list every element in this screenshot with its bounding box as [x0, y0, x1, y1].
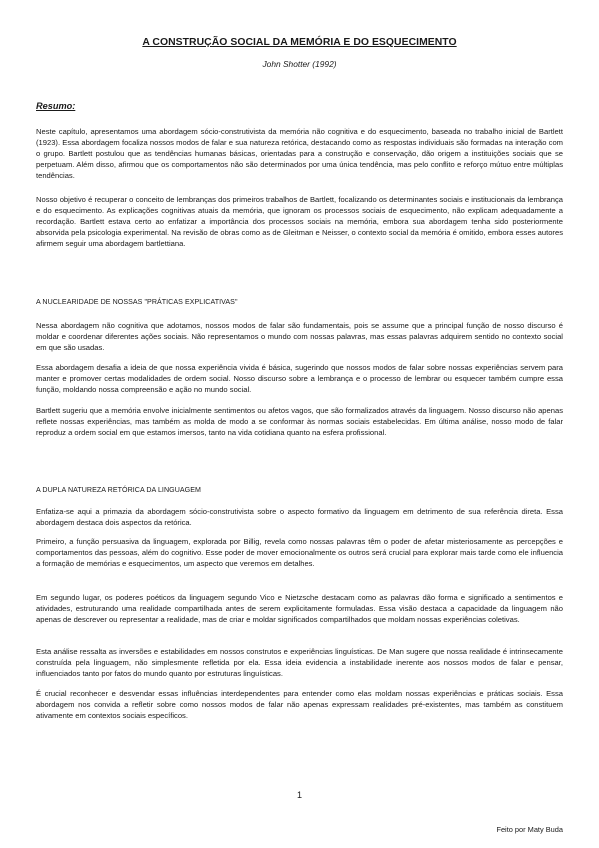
abstract-heading: Resumo:	[36, 101, 76, 111]
section-paragraph: Em segundo lugar, os poderes poéticos da linguagem segundo Vico e Nietzsche destacam como as palavras dão forma e significado a sentimentos e atividades, estruturando uma realidade compartilhada antes de serem explicitamente formuladas. Essa visão destaca a capacidade da linguagem não apenas de descrever ou representar a realidade, mas de criar e moldar significados compartilhados que moldam nossas experiências coletivas.	[36, 593, 563, 625]
abstract-paragraph: Neste capítulo, apresentamos uma abordagem sócio-construtivista da memória não cognitiva e do esquecimento, baseada no trabalho inicial de Bartlett (1923). Essa abordagem focaliza nossos modos de falar e sua natureza retórica, destacando como as respostas individuais são formadas na interação com o grupo. Bartlett postulou que as tendências humanas básicas, orientadas para a construção e conservação, dão origem a instituições sociais que se perpetuam. Além disso, afirmou que os comportamentos não são determinados por uma única tendência, mas pelo conflito e reforço mútuo entre múltiplas tendências.	[36, 127, 563, 181]
page-number: 1	[296, 790, 302, 800]
section-paragraph: Essa abordagem desafia a ideia de que nossa experiência vivida é básica, sugerindo que nossos modos de falar sobre nossas experiências servem para manter e promover certas modalidades de ordem social. Nosso discurso sobre a lembrança e o processo de lembrar ou esquecer também cumpre essa função, moldando nossa compreensão e ação no mundo social.	[36, 363, 563, 395]
document-author: John Shotter (1992)	[262, 59, 337, 69]
section-paragraph: Esta análise ressalta as inversões e estabilidades em nossos construtos e experiências linguísticas. De Man sugere que nossa realidade é intrinsecamente construída pela linguagem, não simplesmente refletida por ela. Essa ideia evidencia a instabilidade inerente aos nossos modos de falar e pensar, influenciados tanto por fatos do mundo quanto por estruturas linguísticas.	[36, 647, 563, 679]
section-heading-dupla-natureza: A DUPLA NATUREZA RETÓRICA DA LINGUAGEM	[36, 486, 201, 494]
section-paragraph: Nessa abordagem não cognitiva que adotamos, nossos modos de falar são fundamentais, pois se assume que a principal função de nosso discurso é moldar e coordenar diferentes ações sociais. Não representamos o mundo com nossas palavras, mas essas palavras adquirem sentido no contexto social em que são usadas.	[36, 321, 563, 353]
section-paragraph: Enfatiza-se aqui a primazia da abordagem sócio-construtivista sobre o aspecto formativo da linguagem em detrimento de sua referência direta. Essa abordagem destaca dois aspectos da retórica.	[36, 507, 563, 528]
section-paragraph: Bartlett sugeriu que a memória envolve inicialmente sentimentos ou afetos vagos, que são formalizados através da linguagem. Nosso discurso não apenas reflete nossas experiências, mas também as molda de modo a se conformar às normas sociais estabelecidas. Em última análise, nosso modo de falar reproduz a ordem social em que estamos imersos, tanto na vida cotidiana quanto na esfera profissional.	[36, 406, 563, 438]
section-paragraph: É crucial reconhecer e desvendar essas influências interdependentes para entender como elas moldam nossas experiências e práticas sociais. Essa abordagem nos convida a refletir sobre como nossos modos de falar não apenas expressam realidades pré-existentes, mas também as constituem ativamente em contextos sociais específicos.	[36, 689, 563, 721]
section-paragraph: Primeiro, a função persuasiva da linguagem, explorada por Billig, revela como nossas palavras têm o poder de afetar misteriosamente as percepções e comportamentos das pessoas, além do cognitivo. Esse poder de mover emocionalmente os outros será crucial para explorar mais tarde como ele influencia a formação de memórias e esquecimentos, um aspecto que veremos em detalhes.	[36, 537, 563, 569]
document-title: A CONSTRUÇÃO SOCIAL DA MEMÓRIA E DO ESQUECIMENTO	[142, 37, 457, 48]
section-heading-nuclearidade: A NUCLEARIDADE DE NOSSAS "PRÁTICAS EXPLICATIVAS"	[36, 298, 238, 306]
abstract-paragraph: Nosso objetivo é recuperar o conceito de lembranças dos primeiros trabalhos de Bartlett, focalizando os determinantes sociais e institucionais da lembrança e do esquecimento. As explicações cognitivas atuais da memória, que ignoram os processos sociais de esquecimento, não explicam adequadamente a recordação. Bartlett estava certo ao enfatizar a importância dos processos sociais na memória, embora sua abordagem tenha sido posteriormente absorvida pela psicologia experimental. Na revisão de obras como as de Gleitman e Neisser, o contexto social da memória é omitido, embora esses autores afirmem seguir uma abordagem bartlettiana.	[36, 195, 563, 249]
footer-credit: Feito por Maty Buda	[496, 825, 563, 834]
